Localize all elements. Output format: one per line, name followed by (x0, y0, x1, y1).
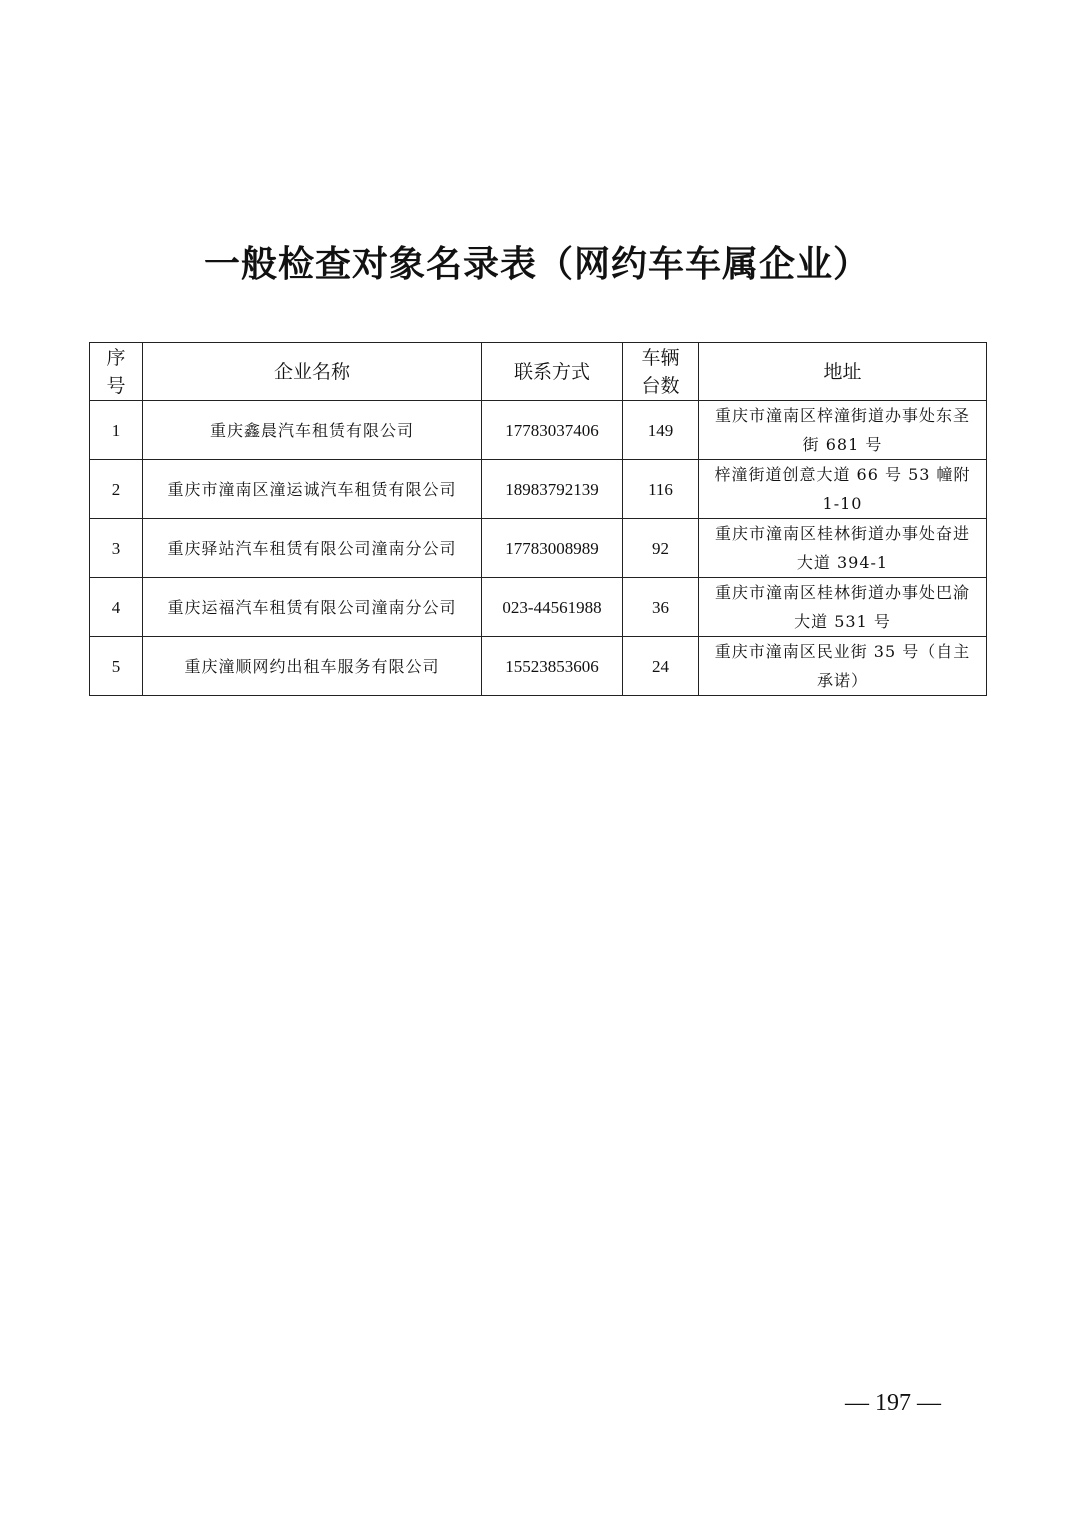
cell-name: 重庆运福汽车租赁有限公司潼南分公司 (143, 578, 482, 637)
enterprise-table (89, 342, 987, 696)
cell-name: 重庆驿站汽车租赁有限公司潼南分公司 (143, 519, 482, 578)
header-name: 企业名称 (143, 343, 482, 401)
cell-vehicles: 92 (623, 519, 699, 578)
cell-no: 1 (90, 401, 143, 460)
cell-contact: 17783037406 (482, 401, 623, 460)
page-number: — 197 — (845, 1390, 941, 1416)
cell-vehicles: 36 (623, 578, 699, 637)
cell-contact: 18983792139 (482, 460, 623, 519)
table-row (90, 460, 987, 519)
table-header-row (90, 343, 987, 401)
cell-vehicles: 116 (623, 460, 699, 519)
cell-name: 重庆鑫晨汽车租赁有限公司 (143, 401, 482, 460)
cell-address: 重庆市潼南区民业街 35 号（自主承诺） (699, 637, 987, 696)
cell-address: 重庆市潼南区桂林街道办事处奋进大道 394-1 (699, 519, 987, 578)
table-row (90, 401, 987, 460)
page-title: 一般检查对象名录表（网约车车属企业） (203, 244, 870, 285)
header-contact: 联系方式 (482, 343, 623, 401)
cell-contact: 15523853606 (482, 637, 623, 696)
cell-no: 2 (90, 460, 143, 519)
table-row (90, 578, 987, 637)
cell-address: 梓潼街道创意大道 66 号 53 幢附 1-10 (699, 460, 987, 519)
header-vehicles: 车辆台数 (623, 343, 699, 401)
header-address: 地址 (699, 343, 987, 401)
cell-contact: 023-44561988 (482, 578, 623, 637)
table-row (90, 637, 987, 696)
cell-vehicles: 24 (623, 637, 699, 696)
cell-vehicles: 149 (623, 401, 699, 460)
cell-address: 重庆市潼南区梓潼街道办事处东圣街 681 号 (699, 401, 987, 460)
cell-no: 4 (90, 578, 143, 637)
cell-name: 重庆潼顺网约出租车服务有限公司 (143, 637, 482, 696)
cell-name: 重庆市潼南区潼运诚汽车租赁有限公司 (143, 460, 482, 519)
header-no: 序号 (90, 343, 143, 401)
table-row (90, 519, 987, 578)
cell-address: 重庆市潼南区桂林街道办事处巴渝大道 531 号 (699, 578, 987, 637)
cell-no: 5 (90, 637, 143, 696)
cell-no: 3 (90, 519, 143, 578)
enterprise-table-container (89, 342, 986, 696)
cell-contact: 17783008989 (482, 519, 623, 578)
